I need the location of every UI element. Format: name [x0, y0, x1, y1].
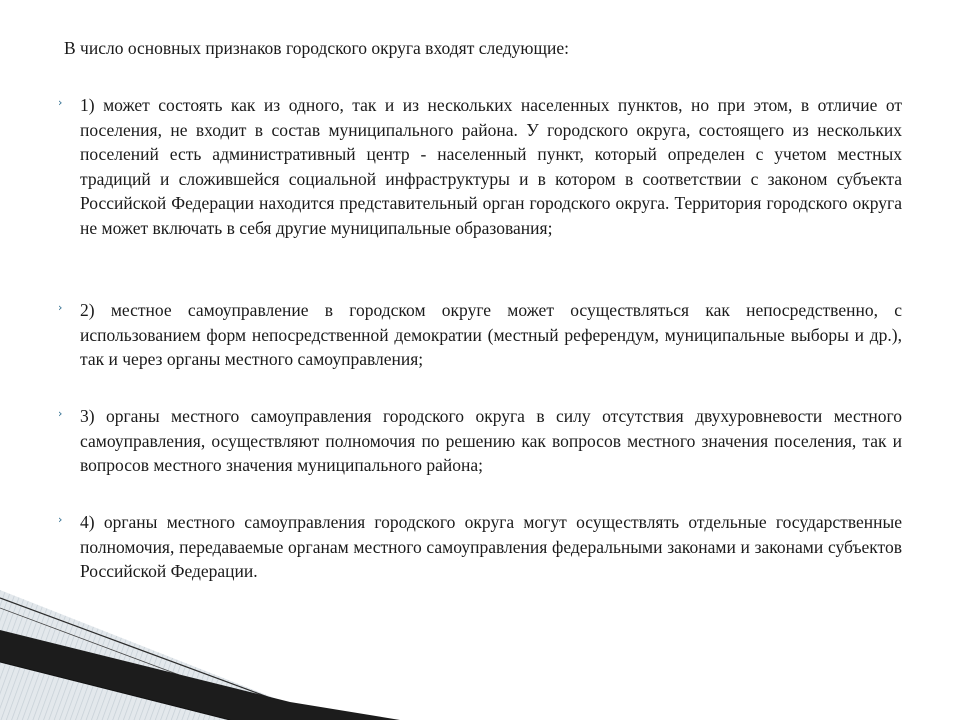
bullet-arrow-icon: ›	[58, 301, 63, 314]
list-item-text: 2) местное самоуправление в городском округе может осуществляться как непосредственно, с использованием форм непосредственной демократии (местный референдум, муниципальные выборы и др.), так и через органы местного самоуправления;	[80, 300, 902, 369]
bullet-arrow-icon: ›	[58, 96, 63, 109]
list-item-text: 3) органы местного самоуправления городского округа в силу отсутствия двухуровневости местного самоуправления, осуществляют полномочия по решению как вопросов местного значения поселения, так и вопросов местного значения муниципального района;	[80, 406, 902, 475]
bullet-arrow-icon: ›	[58, 513, 63, 526]
intro-text: В число основных признаков городского округа входят следующие:	[64, 38, 569, 58]
corner-wave-decoration	[0, 590, 400, 720]
bullet-arrow-icon: ›	[58, 407, 63, 420]
list-item-text: 1) может состоять как из одного, так и из нескольких населенных пунктов, но при этом, в отличие от поселения, не входит в состав муниципального района. У городского округа, состоящего из нескольких поселений есть административный центр - населенный пункт, который определен с учетом местных традиций и сложившейся социальной инфраструктуры и в котором в соответствии с законом субъекта Российской Федерации находится представительный орган городского округа. Территория городского округа не может включать в себя другие муниципальные образования;	[80, 95, 902, 238]
list-item-text: 4) органы местного самоуправления городского округа могут осуществлять отдельные государственные полномочия, передаваемые органам местного самоуправления федеральными законами и законами субъектов Российской Федерации.	[80, 512, 902, 581]
